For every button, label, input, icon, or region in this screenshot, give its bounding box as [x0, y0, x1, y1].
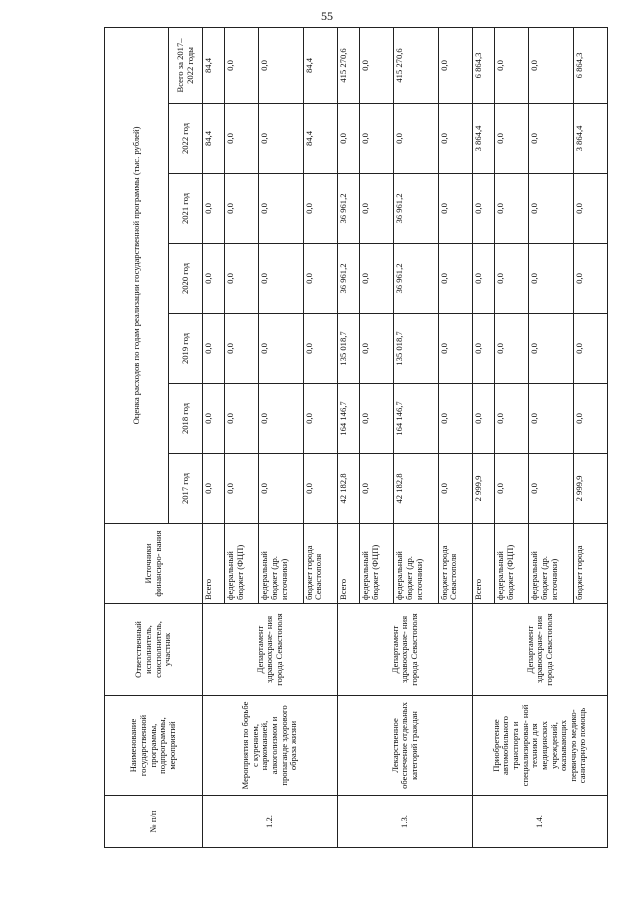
value-cell: 0,0 [495, 314, 529, 384]
table-row [203, 27, 225, 847]
value-cell: 415 270,6 [337, 27, 359, 103]
value-cell: 0,0 [472, 314, 494, 384]
value-cell: 0,0 [225, 244, 259, 314]
value-cell: 0,0 [529, 454, 573, 524]
row-num: 1.2. [203, 796, 338, 848]
value-cell: 0,0 [438, 104, 472, 174]
value-cell: 0,0 [225, 454, 259, 524]
value-cell: 0,0 [360, 384, 394, 454]
funding-source: бюджет города Севастополя [303, 524, 337, 604]
value-cell: 0,0 [529, 244, 573, 314]
value-cell: 0,0 [259, 174, 303, 244]
value-cell: 164 146,7 [394, 384, 438, 454]
header-executor: Ответственный исполнитель, соисполнитель, участник [105, 604, 203, 696]
value-cell: 36 961,2 [337, 174, 359, 244]
value-cell: 0,0 [203, 244, 225, 314]
value-cell: 0,0 [203, 384, 225, 454]
value-cell: 0,0 [529, 314, 573, 384]
row-name: Приобретение автомобильного транспорта и специализирован- ной техники для медицинских учреждений, оказывающих первичную медико- санитарную помощь [472, 696, 607, 796]
value-cell: 0,0 [259, 104, 303, 174]
header-source: Источники финансиро- вания [105, 524, 203, 604]
header-year-total: Всего за 2017–2022 годы [169, 27, 203, 103]
value-cell: 0,0 [225, 314, 259, 384]
value-cell: 0,0 [495, 384, 529, 454]
value-cell: 84,4 [303, 104, 337, 174]
value-cell: 0,0 [360, 174, 394, 244]
funding-source: федеральный бюджет (ФЦП) [495, 524, 529, 604]
value-cell: 0,0 [438, 27, 472, 103]
row-executor: Департамент здравоохране- ния города Севастополя [203, 604, 338, 696]
value-cell: 164 146,7 [337, 384, 359, 454]
value-cell: 0,0 [495, 244, 529, 314]
value-cell: 0,0 [438, 454, 472, 524]
value-cell: 0,0 [360, 244, 394, 314]
value-cell: 42 182,8 [394, 454, 438, 524]
funding-source: Всего [472, 524, 494, 604]
value-cell: 0,0 [303, 454, 337, 524]
funding-source: бюджет города Севастополя [438, 524, 472, 604]
value-cell: 36 961,2 [394, 174, 438, 244]
value-cell: 3 864,4 [472, 104, 494, 174]
value-cell: 0,0 [529, 384, 573, 454]
value-cell: 6 864,3 [573, 27, 607, 103]
row-name: Мероприятия по борьбе с курением, наркоманией, алкоголизмом и пропаганде здорового образа жизни [203, 696, 338, 796]
row-executor: Департамент здравоохране- ния города Севастополя [472, 604, 607, 696]
value-cell: 2 999,9 [573, 454, 607, 524]
table-row [472, 27, 494, 847]
budget-table [104, 27, 608, 848]
value-cell: 0,0 [394, 104, 438, 174]
value-cell: 2 999,9 [472, 454, 494, 524]
value-cell: 0,0 [529, 27, 573, 103]
value-cell: 0,0 [203, 174, 225, 244]
funding-source: федеральный бюджет (ФЦП) [225, 524, 259, 604]
table-row [337, 27, 359, 847]
value-cell: 84,4 [303, 27, 337, 103]
value-cell: 0,0 [360, 27, 394, 103]
funding-source: федеральный бюджет (др. источники) [394, 524, 438, 604]
value-cell: 0,0 [472, 244, 494, 314]
value-cell: 6 864,3 [472, 27, 494, 103]
value-cell: 0,0 [438, 244, 472, 314]
value-cell: 0,0 [495, 454, 529, 524]
value-cell: 0,0 [495, 27, 529, 103]
value-cell: 135 018,7 [394, 314, 438, 384]
value-cell: 0,0 [225, 104, 259, 174]
value-cell: 0,0 [495, 174, 529, 244]
value-cell: 0,0 [360, 314, 394, 384]
header-name: Наименование государственной программы, подпрограммы, мероприятий [105, 696, 203, 796]
header-estimate: Оценка расходов по годам реализации государственной программы (тыс. рублей) [105, 27, 169, 523]
value-cell: 0,0 [438, 174, 472, 244]
value-cell: 0,0 [225, 27, 259, 103]
value-cell: 36 961,2 [394, 244, 438, 314]
funding-source: федеральный бюджет (др. источники) [529, 524, 573, 604]
value-cell: 0,0 [573, 314, 607, 384]
header-year: 2020 год [169, 244, 203, 314]
value-cell: 84,4 [203, 27, 225, 103]
funding-source: федеральный бюджет (ФЦП) [360, 524, 394, 604]
funding-source: Всего [337, 524, 359, 604]
value-cell: 0,0 [259, 244, 303, 314]
value-cell: 0,0 [573, 174, 607, 244]
value-cell: 0,0 [472, 174, 494, 244]
value-cell: 0,0 [303, 174, 337, 244]
value-cell: 0,0 [529, 104, 573, 174]
page-number: 55 [321, 9, 333, 23]
value-cell: 0,0 [225, 174, 259, 244]
value-cell: 0,0 [360, 454, 394, 524]
funding-source: бюджет города [573, 524, 607, 604]
value-cell: 0,0 [573, 384, 607, 454]
value-cell: 0,0 [259, 384, 303, 454]
value-cell: 0,0 [259, 314, 303, 384]
row-num: 1.3. [337, 796, 472, 848]
value-cell: 0,0 [203, 314, 225, 384]
value-cell: 0,0 [225, 384, 259, 454]
value-cell: 0,0 [303, 314, 337, 384]
value-cell: 0,0 [495, 104, 529, 174]
value-cell: 0,0 [529, 174, 573, 244]
row-executor: Департамент здравоохране- ния города Севастополя [337, 604, 472, 696]
header-year: 2018 год [169, 384, 203, 454]
row-name: Лекарственное обеспечение отдельных категорий граждан [337, 696, 472, 796]
value-cell: 0,0 [337, 104, 359, 174]
value-cell: 0,0 [573, 244, 607, 314]
row-num: 1.4. [472, 796, 607, 848]
header-year: 2021 год [169, 174, 203, 244]
value-cell: 3 864,4 [573, 104, 607, 174]
value-cell: 0,0 [259, 27, 303, 103]
header-year: 2017 год [169, 454, 203, 524]
header-num: № п/п [105, 796, 203, 848]
value-cell: 0,0 [438, 314, 472, 384]
value-cell: 0,0 [303, 244, 337, 314]
funding-source: Всего [203, 524, 225, 604]
value-cell: 0,0 [203, 454, 225, 524]
funding-source: федеральный бюджет (др. источники) [259, 524, 303, 604]
value-cell: 84,4 [203, 104, 225, 174]
value-cell: 0,0 [259, 454, 303, 524]
rotated-table-wrapper [104, 28, 608, 848]
value-cell: 0,0 [438, 384, 472, 454]
value-cell: 0,0 [472, 384, 494, 454]
value-cell: 135 018,7 [337, 314, 359, 384]
value-cell: 415 270,6 [394, 27, 438, 103]
header-year: 2019 год [169, 314, 203, 384]
header-year: 2022 год [169, 104, 203, 174]
value-cell: 36 961,2 [337, 244, 359, 314]
value-cell: 0,0 [360, 104, 394, 174]
value-cell: 0,0 [303, 384, 337, 454]
value-cell: 42 182,8 [337, 454, 359, 524]
